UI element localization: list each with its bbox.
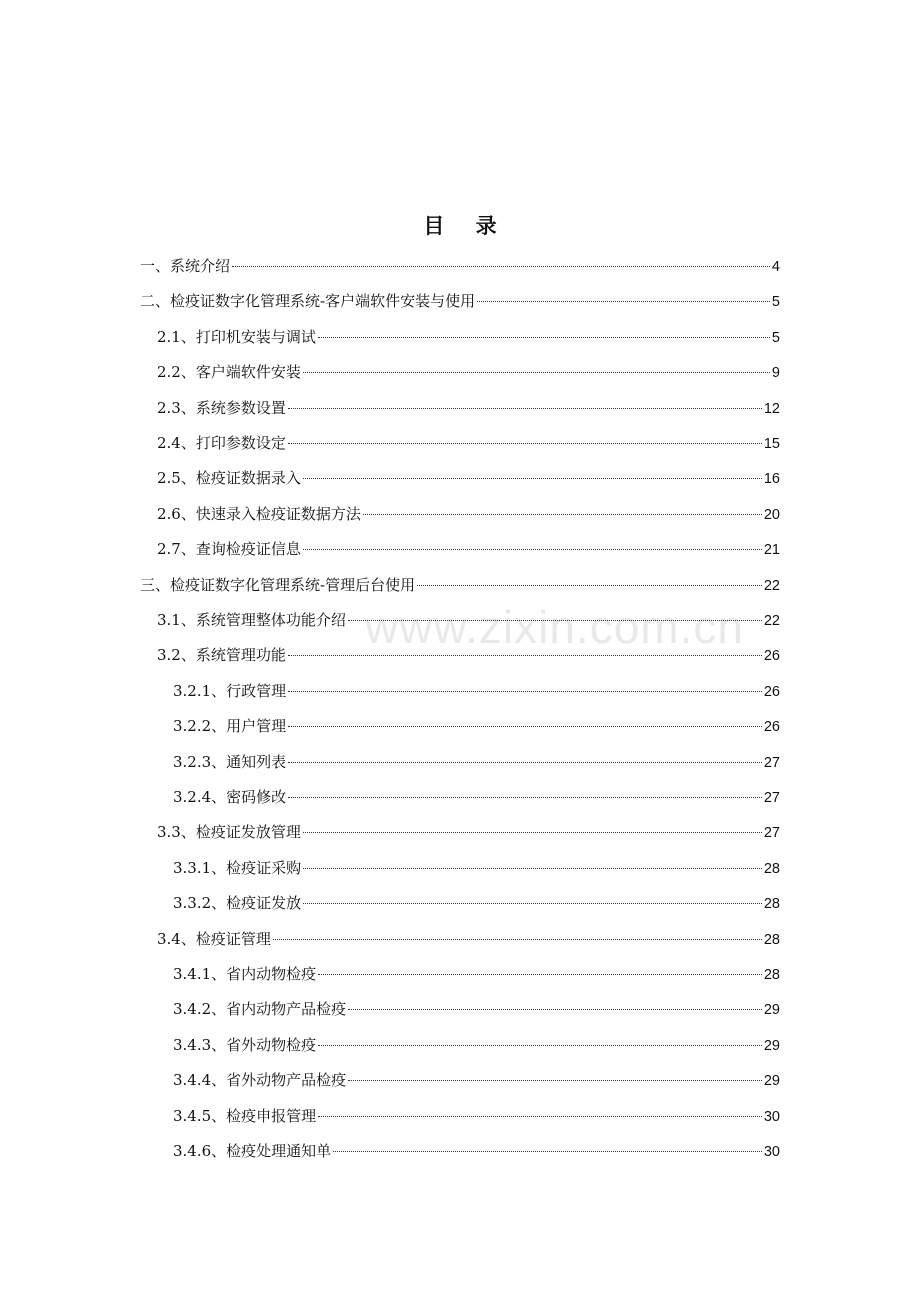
- toc-entry-label: 3.2.2、用户管理: [173, 717, 287, 736]
- toc-entry-page-number: 15: [763, 436, 780, 452]
- toc-entry-label: 三、检疫证数字化管理系统-管理后台使用: [140, 575, 416, 594]
- toc-entry-page-number: 4: [771, 259, 780, 275]
- toc-entry[interactable]: [157, 927, 780, 951]
- toc-dot-leader: [303, 549, 762, 550]
- toc-entry[interactable]: [173, 785, 780, 809]
- toc-entry-page-number: 29: [763, 1002, 780, 1019]
- toc-entry[interactable]: [157, 431, 780, 455]
- toc-entry-label: 3.3.2、检疫证发放: [173, 894, 302, 913]
- toc-dot-leader: [417, 585, 762, 586]
- toc-entry[interactable]: [140, 573, 780, 597]
- toc-entry-label: 3.2.4、密码修改: [173, 788, 287, 806]
- toc-dot-leader: [273, 939, 762, 940]
- toc-entry-label: 2.7、查询检疫证信息: [157, 540, 301, 559]
- toc-entry[interactable]: [173, 679, 780, 703]
- toc-entry-label: 2.4、打印参数设定: [157, 434, 286, 452]
- toc-dot-leader: [318, 974, 762, 975]
- toc-entry-page-number: 27: [763, 754, 780, 771]
- toc-entry-label: 3.3、检疫证发放管理: [157, 823, 301, 842]
- toc-entry-label: 3.4.1、省内动物检疫: [173, 965, 317, 983]
- toc-dot-leader: [477, 301, 770, 302]
- toc-entry-page-number: 5: [771, 329, 780, 346]
- toc-entry-page-number: 9: [771, 365, 780, 382]
- toc-dot-leader: [288, 443, 762, 444]
- toc-entry-page-number: 28: [763, 967, 780, 983]
- toc-entry[interactable]: [157, 820, 780, 844]
- toc-entry-page-number: 27: [763, 825, 780, 842]
- toc-entry[interactable]: [157, 466, 780, 490]
- toc-dot-leader: [318, 1045, 762, 1046]
- toc-entry-page-number: 21: [763, 542, 780, 559]
- toc-dot-leader: [333, 1151, 762, 1152]
- toc-dot-leader: [288, 408, 762, 409]
- toc-entry-page-number: 27: [763, 790, 780, 806]
- toc-entry-page-number: 22: [763, 613, 780, 629]
- toc-entry[interactable]: [157, 360, 780, 384]
- toc-dot-leader: [318, 337, 770, 338]
- toc-entry[interactable]: [173, 962, 780, 986]
- toc-entry[interactable]: [173, 856, 780, 880]
- toc-entry-label: 3.1、系统管理整体功能介绍: [157, 611, 346, 629]
- toc-entry[interactable]: [173, 1068, 780, 1092]
- toc-entry-label: 3.3.1、检疫证采购: [173, 858, 302, 877]
- toc-entry-page-number: 28: [763, 860, 780, 877]
- watermark: www.zixin.com.cn: [365, 601, 744, 653]
- toc-dot-leader: [318, 1116, 762, 1117]
- toc-entry-page-number: 16: [763, 471, 780, 488]
- toc-dot-leader: [303, 372, 770, 373]
- toc-entry[interactable]: [157, 608, 780, 632]
- toc-entry-label: 3.4.3、省外动物检疫: [173, 1035, 317, 1054]
- toc-entry-page-number: 26: [763, 683, 780, 700]
- toc-entry[interactable]: [173, 997, 780, 1021]
- toc-entry-label: 2.3、系统参数设置: [157, 398, 286, 417]
- toc-entry[interactable]: [173, 891, 780, 915]
- toc-entry-label: 3.4.5、检疫申报管理: [173, 1106, 317, 1125]
- toc-entry-label: 2.2、客户端软件安装: [157, 363, 301, 382]
- toc-entry-label: 3.2.1、行政管理: [173, 681, 287, 700]
- toc-dot-leader: [303, 832, 762, 833]
- toc-entry-page-number: 29: [763, 1037, 780, 1054]
- toc-entry[interactable]: [173, 714, 780, 738]
- toc-entry-label: 3.4.2、省内动物产品检疫: [173, 1000, 347, 1019]
- toc-entry[interactable]: [173, 1033, 780, 1057]
- toc-entry-page-number: 28: [763, 931, 780, 948]
- toc-entry-label: 3.4.6、检疫处理通知单: [173, 1142, 332, 1160]
- toc-entry[interactable]: [157, 643, 780, 667]
- toc-dot-leader: [363, 514, 762, 515]
- toc-dot-leader: [348, 1009, 762, 1010]
- toc-entry[interactable]: [173, 1139, 780, 1163]
- toc-entry[interactable]: [173, 750, 780, 774]
- toc-entry-page-number: 5: [771, 294, 780, 311]
- page-title: 目 录: [423, 213, 509, 238]
- toc-dot-leader: [303, 903, 762, 904]
- toc-entry[interactable]: [157, 396, 780, 420]
- toc-entry-label: 3.2.3、通知列表: [173, 752, 287, 771]
- toc-dot-leader: [288, 797, 762, 798]
- toc-entry-label: 3.4.4、省外动物产品检疫: [173, 1071, 347, 1090]
- toc-entry[interactable]: [140, 254, 780, 278]
- toc-dot-leader: [348, 1080, 762, 1081]
- toc-entry[interactable]: [173, 1104, 780, 1128]
- toc-entry[interactable]: [157, 502, 780, 526]
- toc-entry-page-number: 30: [763, 1144, 780, 1160]
- toc-entry-label: 2.1、打印机安装与调试: [157, 327, 316, 346]
- toc-entry[interactable]: [140, 289, 780, 313]
- toc-dot-leader: [232, 266, 770, 267]
- toc-dot-leader: [288, 726, 762, 727]
- toc-entry[interactable]: [157, 325, 780, 349]
- toc-entry-label: 二、检疫证数字化管理系统-客户端软件安装与使用: [140, 292, 476, 311]
- toc-entry-label: 2.5、检疫证数据录入: [157, 469, 301, 488]
- toc-dot-leader: [303, 868, 762, 869]
- toc-dot-leader: [348, 620, 762, 621]
- toc-entry-label: 一、系统介绍: [140, 257, 231, 275]
- toc-entry-page-number: 12: [763, 400, 780, 417]
- toc-entry-page-number: 26: [763, 648, 780, 665]
- toc-entry-label: 3.4、检疫证管理: [157, 929, 271, 948]
- toc-entry-page-number: 22: [763, 577, 780, 594]
- toc-entry-page-number: 30: [763, 1108, 780, 1125]
- toc-entry-label: 3.2、系统管理功能: [157, 646, 286, 665]
- toc-dot-leader: [288, 691, 762, 692]
- toc-entry-page-number: 26: [763, 719, 780, 736]
- toc-entry[interactable]: [157, 537, 780, 561]
- toc-entry-page-number: 28: [763, 896, 780, 913]
- toc-dot-leader: [303, 478, 762, 479]
- toc-entry-page-number: 20: [763, 506, 780, 523]
- toc-entry-page-number: 29: [763, 1073, 780, 1090]
- toc-entry-label: 2.6、快速录入检疫证数据方法: [157, 504, 361, 523]
- toc-dot-leader: [288, 655, 762, 656]
- toc-dot-leader: [288, 762, 762, 763]
